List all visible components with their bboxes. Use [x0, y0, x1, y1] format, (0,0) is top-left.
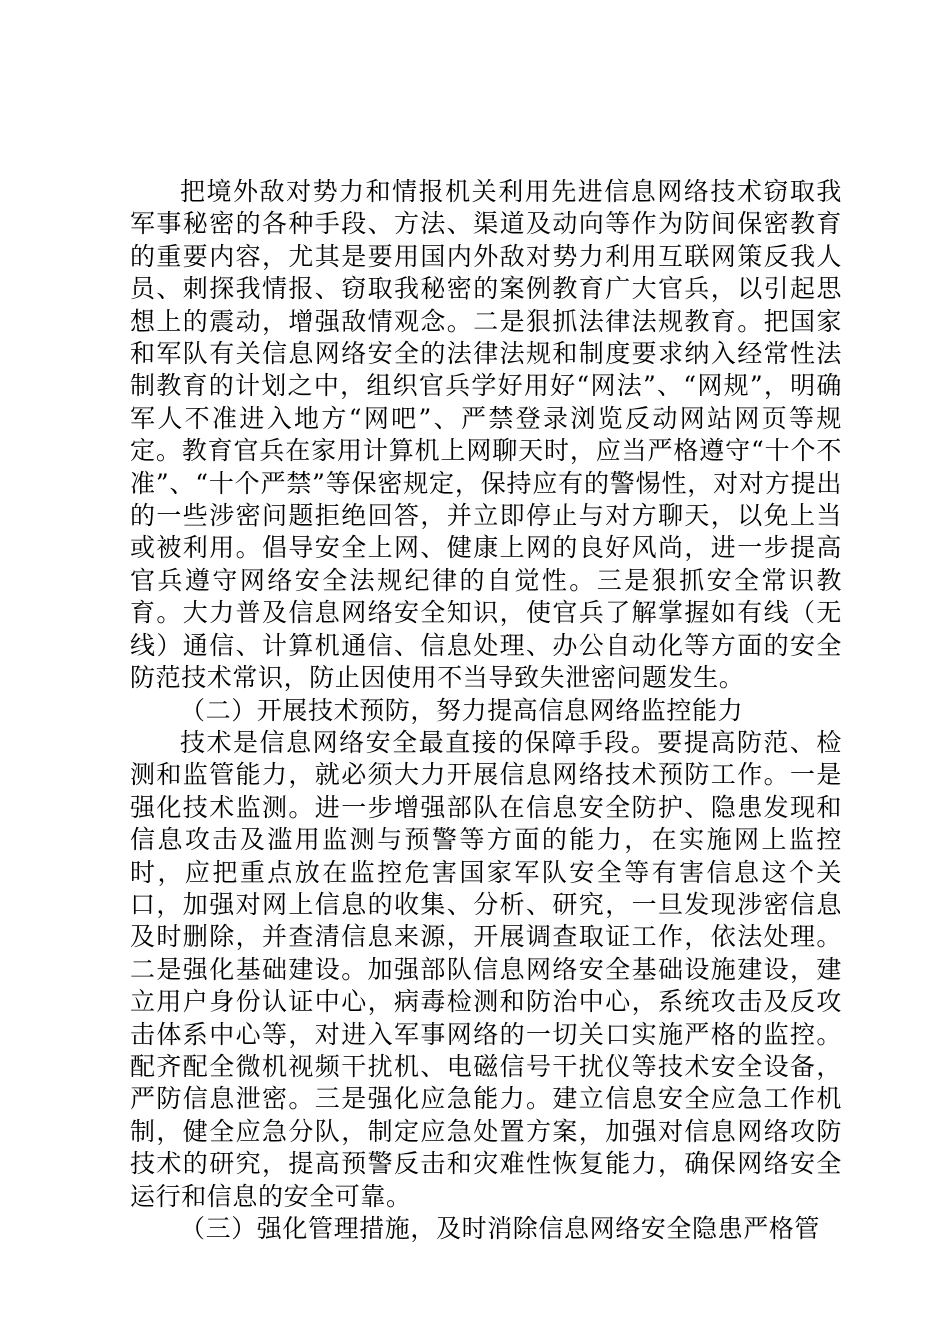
body-paragraph: 把境外敌对势力和情报机关利用先进信息网络技术窃取我军事秘密的各种手段、方法、渠道及动向等作为防间保密教育的重要内容，尤其是要用国内外敌对势力利用互联网策反我人员、刺探我情报、窃取我秘密的案例教育广大官兵，以引起思想上的震动，增强敌情观念。二是狠抓法律法规教育。把国家和军队有关信息网络安全的法律法规和制度要求纳入经常性法制教育的计划之中，组织官兵学好用好“网法”、“网规”，明确军人不准进入地方“网吧”、严禁登录浏览反动网站网页等规定。教育官兵在家用计算机上网聊天时，应当严格遵守“十个不准”、“十个严禁”等保密规定，保持应有的警惕性，对对方提出的一些涉密问题拒绝回答，并立即停止与对方聊天，以免上当或被利用。倡导安全上网、健康上网的良好风尚，进一步提高官兵遵守网络安全法规纪律的自觉性。三是狠抓安全常识教育。大力普及信息网络安全知识，使官兵了解掌握如有线（无线）通信、计算机通信、信息处理、办公自动化等方面的安全防范技术常识，防止因使用不当导致失泄密问题发生。 — [130, 177, 842, 693]
section-heading: （三）强化管理措施，及时消除信息网络安全隐患严格管 — [180, 1214, 821, 1243]
section-heading: （二）开展技术预防，努力提高信息网络监控能力 — [180, 695, 744, 725]
body-paragraph: 技术是信息网络安全最直接的保障手段。要提高防范、检测和监管能力，就必须大力开展信息网络技术预防工作。一是强化技术监测。进一步增强部队在信息安全防护、隐患发现和信息攻击及滥用监测与预警等方面的能力，在实施网上监控时，应把重点放在监控危害国家军队安全等有害信息这个关口，加强对网上信息的收集、分析、研究，一旦发现涉密信息及时删除，并查清信息来源，开展调查取证工作，依法处理。二是强化基础建设。加强部队信息网络安全基础设施建设，建立用户身份认证中心，病毒检测和防治中心，系统攻击及反攻击体系中心等，对进入军事网络的一切关口实施严格的监控。配齐配全微机视频干扰机、电磁信号干扰仪等技术安全设备，严防信息泄密。三是强化应急能力。建立信息安全应急工作机制，健全应急分队，制定应急处置方案，加强对信息网络攻防技术的研究，提高预警反击和灾难性恢复能力，确保网络安全运行和信息的安全可靠。 — [130, 727, 842, 1211]
document-body — [130, 176, 842, 1245]
